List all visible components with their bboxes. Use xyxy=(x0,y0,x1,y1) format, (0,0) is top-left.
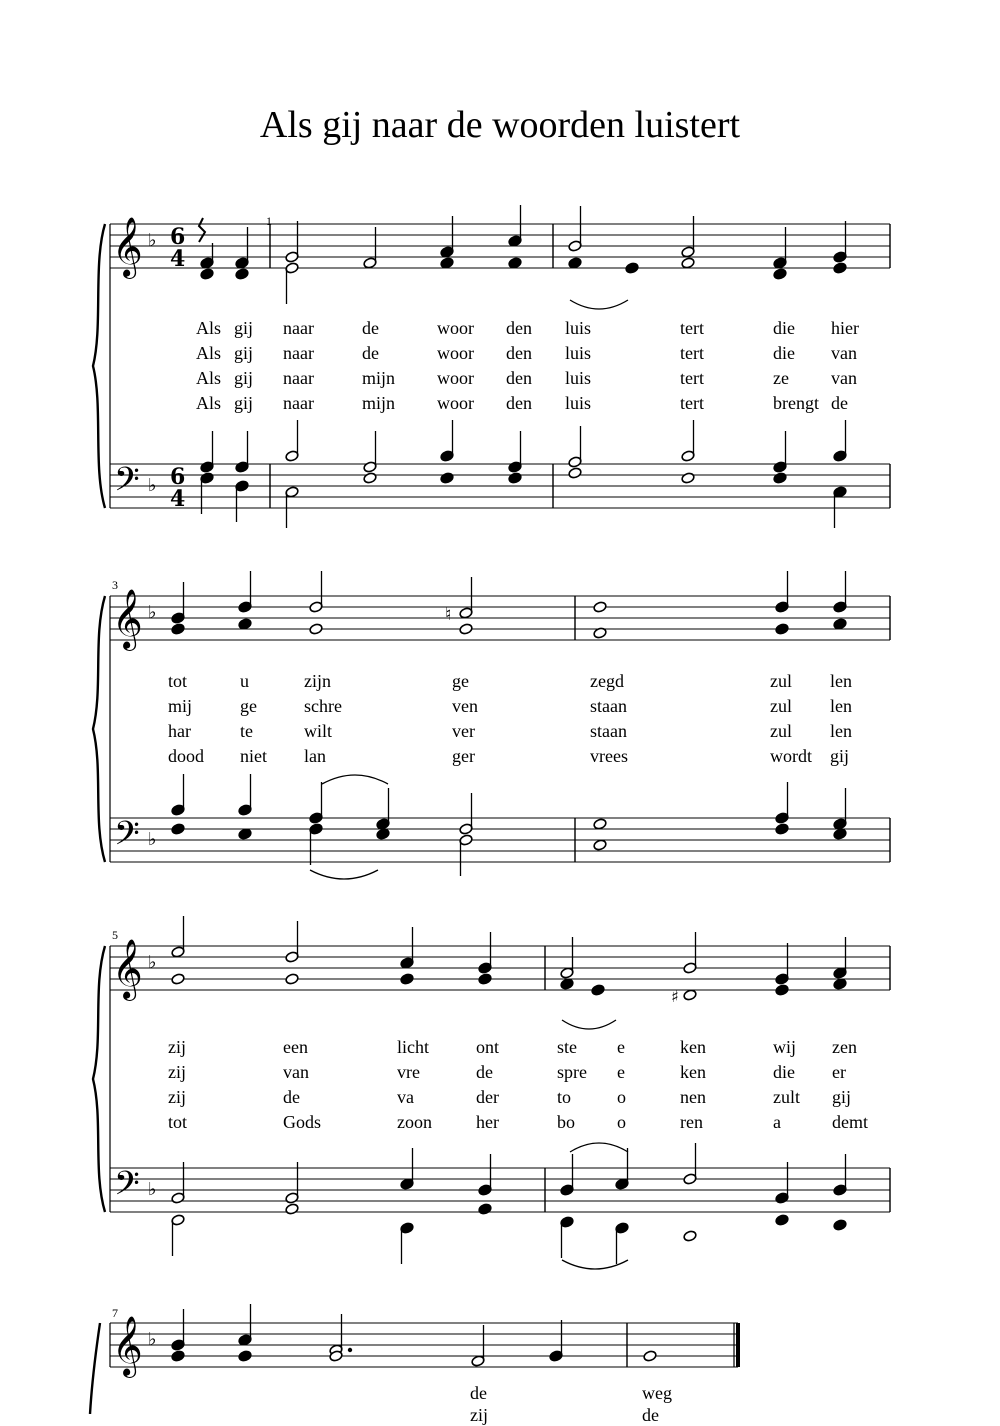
natural-sign: ♮ xyxy=(445,604,452,625)
notehead xyxy=(833,618,847,630)
lyric-syllable: ver xyxy=(452,721,475,741)
lyric-syllable: Als xyxy=(196,368,222,388)
lyric-syllable: zul xyxy=(770,721,792,741)
lyric-syllable: ste xyxy=(557,1037,577,1057)
lyric-syllable: zij xyxy=(470,1405,488,1425)
lyric-syllable: te xyxy=(240,721,253,741)
notehead xyxy=(833,978,847,990)
lyric-syllable: de xyxy=(283,1087,300,1107)
lyric-syllable: zij xyxy=(168,1062,186,1082)
notehead xyxy=(238,1350,252,1362)
lyric-syllable: tert xyxy=(680,318,704,338)
lyric-syllable: den xyxy=(506,393,532,413)
time-signature-top: 6 xyxy=(170,464,186,490)
lyric-syllable: ren xyxy=(680,1112,703,1132)
lyric-syllable: den xyxy=(506,368,532,388)
lyric-syllable: ge xyxy=(240,696,257,716)
lyric-syllable: tot xyxy=(168,1112,188,1132)
lyric-syllable: Als xyxy=(196,318,222,338)
lyric-syllable: woor xyxy=(437,368,474,388)
sharp-sign: ♯ xyxy=(671,987,679,1006)
lyric-syllable: ge xyxy=(452,671,469,691)
key-signature-flat: ♭ xyxy=(148,829,157,850)
notehead xyxy=(593,839,607,851)
notehead xyxy=(775,623,789,635)
quarter-rest xyxy=(199,218,205,242)
lyric-syllable: zoon xyxy=(397,1112,432,1132)
key-signature-flat: ♭ xyxy=(148,602,157,623)
lyric-syllable: e xyxy=(617,1062,625,1082)
slur xyxy=(570,1143,628,1152)
time-signature-bottom: 4 xyxy=(170,486,186,512)
key-signature-flat: ♭ xyxy=(148,230,157,251)
slur xyxy=(310,870,378,879)
lyric-syllable: naar xyxy=(283,393,314,413)
lyric-syllable: ken xyxy=(680,1037,706,1057)
notehead xyxy=(643,1350,657,1362)
lyric-syllable: zul xyxy=(770,696,792,716)
notehead xyxy=(560,978,574,990)
notehead xyxy=(683,989,697,1001)
lyric-syllable: wordt xyxy=(770,746,812,766)
lyric-syllable: gij xyxy=(234,368,254,388)
notehead xyxy=(625,262,639,274)
lyric-syllable: mij xyxy=(168,696,193,716)
lyric-syllable: her xyxy=(476,1112,499,1132)
lyric-syllable: dood xyxy=(168,746,204,766)
lyric-syllable: staan xyxy=(590,721,627,741)
notehead xyxy=(773,472,787,484)
lyric-syllable: bo xyxy=(557,1112,575,1132)
lyric-syllable: luis xyxy=(565,343,592,363)
notehead xyxy=(568,257,582,269)
lyric-syllable: ger xyxy=(452,746,475,766)
lyric-syllable: zult xyxy=(773,1087,800,1107)
lyric-syllable: brengt xyxy=(773,393,819,413)
notehead xyxy=(681,472,695,484)
notehead xyxy=(238,828,252,840)
notehead xyxy=(440,257,454,269)
notehead xyxy=(683,1230,697,1242)
lyric-syllable: u xyxy=(240,671,249,691)
lyric-syllable: len xyxy=(830,721,852,741)
lyric-syllable: naar xyxy=(283,318,314,338)
lyric-syllable: woor xyxy=(437,343,474,363)
lyric-syllable: zegd xyxy=(590,671,624,691)
key-signature-flat: ♭ xyxy=(148,1179,157,1200)
lyric-syllable: de xyxy=(470,1383,487,1403)
notehead xyxy=(773,268,787,280)
notehead xyxy=(591,984,605,996)
lyric-syllable: demt xyxy=(832,1112,868,1132)
notehead xyxy=(775,823,789,835)
lyric-syllable: ze xyxy=(773,368,789,388)
lyric-syllable: spre xyxy=(557,1062,587,1082)
lyric-syllable: een xyxy=(283,1037,308,1057)
lyric-syllable: tot xyxy=(168,671,188,691)
lyric-syllable: a xyxy=(773,1112,781,1132)
lyric-syllable: wilt xyxy=(304,721,333,741)
lyric-syllable: woor xyxy=(437,393,474,413)
lyric-syllable: zen xyxy=(832,1037,857,1057)
page-title: Als gij naar de woorden luistert xyxy=(259,104,741,146)
lyric-syllable: die xyxy=(773,318,795,338)
notehead xyxy=(285,1203,299,1215)
lyric-syllable: naar xyxy=(283,343,314,363)
lyric-syllable: mijn xyxy=(362,368,396,388)
bass-clef: 𝄢 xyxy=(114,815,140,861)
notehead xyxy=(440,472,454,484)
lyric-syllable: vrees xyxy=(590,746,628,766)
notehead xyxy=(775,1214,789,1226)
lyric-syllable: naar xyxy=(283,368,314,388)
notehead xyxy=(376,828,390,840)
lyric-syllable: schre xyxy=(304,696,342,716)
notehead xyxy=(833,1219,847,1231)
lyric-syllable: mijn xyxy=(362,393,396,413)
augmentation-dot xyxy=(348,1348,352,1352)
notehead xyxy=(568,467,582,479)
notehead xyxy=(285,973,299,985)
lyric-syllable: gij xyxy=(830,746,850,766)
notehead xyxy=(238,618,252,630)
notehead xyxy=(593,601,607,613)
lyric-syllable: van xyxy=(283,1062,309,1082)
key-signature-flat: ♭ xyxy=(148,1329,157,1350)
lyric-syllable: licht xyxy=(397,1037,429,1057)
lyric-syllable: de xyxy=(362,343,379,363)
bass-clef: 𝄢 xyxy=(114,1165,140,1211)
notehead xyxy=(235,268,249,280)
brace xyxy=(93,946,105,1212)
notehead xyxy=(508,257,522,269)
lyric-syllable: gij xyxy=(832,1087,852,1107)
slur xyxy=(322,775,388,784)
lyric-syllable: zijn xyxy=(304,671,331,691)
lyric-syllable: staan xyxy=(590,696,627,716)
lyric-syllable: tert xyxy=(680,343,704,363)
measure-number: 1 xyxy=(266,214,272,228)
lyric-syllable: o xyxy=(617,1087,626,1107)
lyric-syllable: van xyxy=(831,368,857,388)
notehead xyxy=(171,973,185,985)
time-signature-bottom: 4 xyxy=(170,246,186,272)
lyric-syllable: niet xyxy=(240,746,267,766)
time-signature-top: 6 xyxy=(170,224,186,250)
lyric-syllable: hier xyxy=(831,318,859,338)
notehead xyxy=(309,623,323,635)
lyric-syllable: nen xyxy=(680,1087,706,1107)
notehead xyxy=(478,973,492,985)
measure-number: 5 xyxy=(112,928,118,942)
notehead xyxy=(681,257,695,269)
lyric-syllable: zul xyxy=(770,671,792,691)
notehead xyxy=(775,984,789,996)
notehead xyxy=(400,973,414,985)
lyric-syllable: luis xyxy=(565,318,592,338)
notehead xyxy=(459,623,473,635)
measure-number: 3 xyxy=(112,578,118,592)
slur xyxy=(570,300,628,309)
treble-clef: 𝄞 xyxy=(112,1316,143,1376)
notehead xyxy=(478,1203,492,1215)
notehead xyxy=(833,262,847,274)
lyric-syllable: gij xyxy=(234,318,254,338)
treble-clef: 𝄞 xyxy=(112,217,143,277)
notehead xyxy=(508,472,522,484)
lyric-syllable: van xyxy=(831,343,857,363)
lyric-syllable: de xyxy=(831,393,848,413)
lyric-syllable: de xyxy=(362,318,379,338)
lyric-syllable: Gods xyxy=(283,1112,322,1132)
lyric-syllable: o xyxy=(617,1112,626,1132)
lyric-syllable: er xyxy=(832,1062,846,1082)
notehead xyxy=(200,268,214,280)
lyric-syllable: har xyxy=(168,721,191,741)
lyric-syllable: gij xyxy=(234,343,254,363)
lyric-syllable: woor xyxy=(437,318,474,338)
notehead xyxy=(363,472,377,484)
lyric-syllable: luis xyxy=(565,368,592,388)
measure-number: 7 xyxy=(112,1306,118,1320)
key-signature-flat: ♭ xyxy=(148,475,157,496)
brace xyxy=(93,224,105,508)
lyric-syllable: lan xyxy=(304,746,326,766)
lyric-syllable: zij xyxy=(168,1037,186,1057)
lyric-syllable: len xyxy=(830,671,852,691)
brace xyxy=(93,596,105,862)
lyric-syllable: weg xyxy=(642,1383,672,1403)
notehead xyxy=(171,823,185,835)
lyric-syllable: ken xyxy=(680,1062,706,1082)
treble-clef: 𝄞 xyxy=(112,589,143,649)
lyric-syllable: de xyxy=(642,1405,659,1425)
lyric-syllable: zij xyxy=(168,1087,186,1107)
lyric-syllable: ven xyxy=(452,696,478,716)
lyric-syllable: va xyxy=(397,1087,414,1107)
notehead xyxy=(593,818,607,830)
key-signature-flat: ♭ xyxy=(148,952,157,973)
lyric-syllable: e xyxy=(617,1037,625,1057)
lyric-syllable: tert xyxy=(680,393,704,413)
brace xyxy=(90,1323,100,1414)
lyric-syllable: den xyxy=(506,343,532,363)
lyric-syllable: den xyxy=(506,318,532,338)
notehead xyxy=(171,623,185,635)
lyric-syllable: tert xyxy=(680,368,704,388)
lyric-syllable: der xyxy=(476,1087,499,1107)
lyric-syllable: vre xyxy=(397,1062,420,1082)
lyric-syllable: de xyxy=(476,1062,493,1082)
notehead xyxy=(171,1350,185,1362)
lyric-syllable: gij xyxy=(234,393,254,413)
slur xyxy=(562,1260,628,1269)
notehead xyxy=(833,828,847,840)
lyric-syllable: wij xyxy=(773,1037,797,1057)
lyric-syllable: len xyxy=(830,696,852,716)
lyric-syllable: Als xyxy=(196,393,222,413)
slur xyxy=(562,1020,616,1029)
lyric-syllable: luis xyxy=(565,393,592,413)
treble-clef: 𝄞 xyxy=(112,939,143,999)
lyric-syllable: Als xyxy=(196,343,222,363)
bass-clef: 𝄢 xyxy=(114,461,140,507)
lyric-syllable: die xyxy=(773,1062,795,1082)
lyric-syllable: die xyxy=(773,343,795,363)
lyric-syllable: to xyxy=(557,1087,572,1107)
lyric-syllable: ont xyxy=(476,1037,500,1057)
